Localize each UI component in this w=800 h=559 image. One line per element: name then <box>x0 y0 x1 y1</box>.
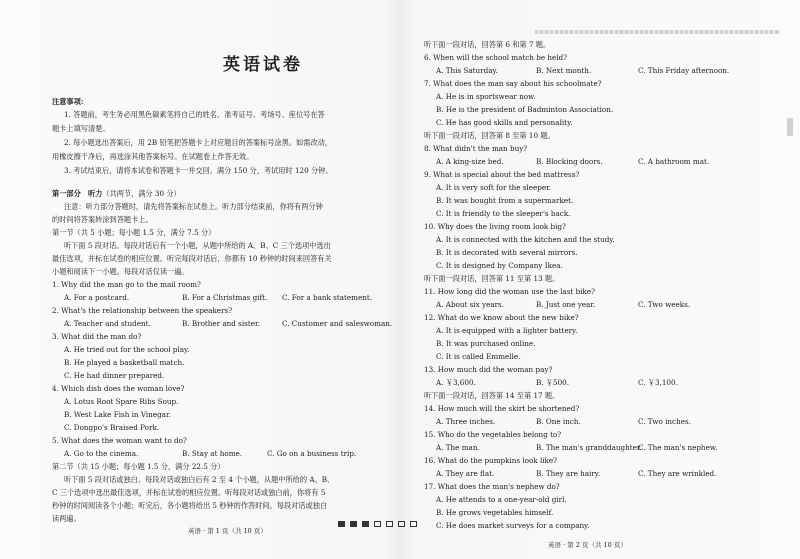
option-b: B. It is decorated with several mirrors. <box>436 248 578 257</box>
question-stem: 5. What does the woman want to do? <box>52 436 187 445</box>
option-a: A. Teacher and student. <box>64 319 151 328</box>
notice-line: 2. 每小题选出答案后，用 2B 铅笔把答题卡上对应题目的答案标号涂黑。如需改动， <box>64 138 332 147</box>
option-b: B. West Lake Fish in Vinegar. <box>64 410 171 419</box>
option-a: A. ￥3,600. <box>436 378 476 387</box>
option-a: A. It is very soft for the sleeper. <box>436 183 552 192</box>
option-c: C. They are wrinkled. <box>638 469 717 478</box>
option-c: C. Go on a business trip. <box>267 449 357 458</box>
option-b: B. Stay at home. <box>182 449 243 458</box>
option-a: A. He tried out for the school play. <box>64 345 190 354</box>
option-b: B. Blocking doors. <box>536 157 603 166</box>
option-a: A. He is in sportswear now. <box>436 92 536 101</box>
option-b: B. The man's granddaughter. <box>536 443 642 452</box>
page-footer-left: 英语 · 第 1 页（共 10 页） <box>188 527 267 535</box>
option-a: A. The man. <box>436 443 480 452</box>
option-b: B. For a Christmas gift. <box>182 293 268 302</box>
marker-square <box>362 521 369 527</box>
option-a: A. Lotus Root Spare Ribs Soup. <box>64 397 179 406</box>
question-stem: 13. How much did the woman pay? <box>424 365 553 374</box>
notice-line: 题卡上填写清楚。 <box>52 124 110 133</box>
section2-title: 第二节（共 15 小题；每小题 1.5 分，满分 22.5 分） <box>52 462 225 471</box>
question-stem: 11. How long did the woman use the last bike? <box>424 287 595 296</box>
notice-line: 1. 答题前，考生务必用黑色碳素笔将自己的姓名、准考证号、考场号、座位号在答 <box>64 110 325 119</box>
question-stem: 4. Which dish does the woman love? <box>52 384 185 393</box>
option-c: C. It is called Emmelle. <box>436 352 521 361</box>
section2-intro: 读两遍。 <box>52 514 81 523</box>
option-b: B. He played a basketball match. <box>64 358 185 367</box>
question-stem: 17. What does the man's nephew do? <box>424 482 560 491</box>
option-a: A. It is equipped with a lighter battery. <box>436 326 578 335</box>
option-c: C. Two inches. <box>638 417 691 426</box>
scan-strip <box>535 30 780 34</box>
option-a: A. For a postcard. <box>64 293 130 302</box>
option-a: A. He attends to a one-year-old girl. <box>436 495 567 504</box>
option-a: A. About six years. <box>436 300 505 309</box>
question-stem: 1. Why did the man go to the mail room? <box>52 280 201 289</box>
option-b: B. It was purchased online. <box>436 339 536 348</box>
question-stem: 9. What is special about the bed mattress? <box>424 170 580 179</box>
option-c: C. ￥3,100. <box>638 378 678 387</box>
page-marker-squares <box>338 521 417 527</box>
option-b: B. It was bought from a supermarket. <box>436 196 574 205</box>
option-c: C. He had dinner prepared. <box>64 371 165 380</box>
option-a: A. Three inches. <box>436 417 496 426</box>
option-c: C. He does market surveys for a company. <box>436 521 590 530</box>
option-a: A. This Saturday. <box>436 66 498 75</box>
page-title: 英语试卷 <box>223 55 303 75</box>
section2-intro: 秒钟的时间阅读各个小题；听完后，各小题将给出 5 秒钟的作答时间。每段对话或独白 <box>52 501 328 510</box>
part1-intro: 的时间将答案转涂到答题卡上。 <box>52 215 153 224</box>
option-c: C. He has good skills and personality. <box>436 118 573 127</box>
notice-line: 3. 考试结束后，请将本试卷和答题卡一并交回。满分 150 分，考试用时 120 分钟。 <box>64 166 333 175</box>
part1-intro: 注意：听力部分答题时，请先将答案标在试卷上。听力部分结束前，你将有两分钟 <box>64 202 323 211</box>
option-c: C. The man's nephew. <box>638 443 718 452</box>
section2-intro: 听下面 5 段对话或独白。每段对话或独白后有 2 至 4 个小题，从题中所给的 A、B、 <box>64 475 335 484</box>
question-stem: 16. What do the pumpkins look like? <box>424 456 558 465</box>
option-a: A. Go to the cinema. <box>64 449 139 458</box>
question-stem: 14. How much will the skirt be shortened? <box>424 404 580 413</box>
question-stem: 8. What didn't the man buy? <box>424 144 528 153</box>
option-a: A. A king-size bed. <box>436 157 504 166</box>
scroll-edge-mark <box>787 118 793 136</box>
option-b: B. He grows vegetables himself. <box>436 508 554 517</box>
notice-line: 用橡皮擦干净后，再选涂其他答案标号。在试题卷上作答无效。 <box>52 152 254 161</box>
marker-square <box>410 521 417 527</box>
option-b: B. One inch. <box>536 417 581 426</box>
question-stem: 12. What do we know about the new bike? <box>424 313 579 322</box>
section2-intro: C 三个选项中选出最佳选项，并标在试卷的相应位置。听每段对话或独白前，你将有 5 <box>52 488 326 497</box>
marker-square <box>350 521 357 527</box>
option-c: C. A bathroom mat. <box>638 157 710 166</box>
group-instruction: 听下面一段对话，回答第 8 至第 10 题。 <box>424 131 555 140</box>
option-b: B. Brother and sister. <box>182 319 260 328</box>
marker-square <box>386 521 393 527</box>
question-stem: 3. What did the man do? <box>52 332 142 341</box>
question-stem: 10. Why does the living room look big? <box>424 222 566 231</box>
page-footer-right: 英语 · 第 2 页（共 10 页） <box>548 541 627 549</box>
group-instruction: 听下面一段对话，回答第 6 和第 7 题。 <box>424 40 551 49</box>
option-b: B. He is the president of Badminton Association. <box>436 105 614 114</box>
question-stem: 15. Who do the vegetables belong to? <box>424 430 562 439</box>
option-b: B. Just one year. <box>536 300 596 309</box>
group-instruction: 听下面一段对话，回答第 11 至第 13 题。 <box>424 274 560 283</box>
option-c: C. For a bank statement. <box>282 293 373 302</box>
marker-square <box>338 521 345 527</box>
option-a: A. They are flat. <box>436 469 495 478</box>
marker-square <box>374 521 381 527</box>
notice-heading: 注意事项: <box>52 97 84 106</box>
part1-heading-rest: （共两节，满分 30 分） <box>102 189 181 198</box>
marker-square <box>398 521 405 527</box>
question-stem: 2. What's the relationship between the speakers? <box>52 306 233 315</box>
question-stem: 7. What does the man say about his schoolmate? <box>424 79 602 88</box>
section1-intro: 听下面 5 段对话。每段对话后有一个小题，从题中所给的 A、B、C 三个选项中选出 <box>64 241 331 250</box>
option-b: B. ￥500. <box>536 378 570 387</box>
section1-title: 第一节（共 5 小题；每小题 1.5 分，满分 7.5 分） <box>52 228 216 237</box>
option-c: C. It is designed by Company Ikea. <box>436 261 563 270</box>
section1-intro: 小题和阅读下一小题。每段对话仅读一遍。 <box>52 267 189 276</box>
option-c: C. Two weeks. <box>638 300 691 309</box>
option-b: B. Next month. <box>536 66 592 75</box>
question-stem: 6. When will the school match be held? <box>424 53 567 62</box>
part1-heading <box>52 189 181 198</box>
option-c: C. This Friday afternoon. <box>638 66 730 75</box>
section1-intro: 最佳选项，并标在试卷的相应位置。听完每段对话后，你都有 10 秒钟的时间来回答有关 <box>52 254 332 263</box>
option-a: A. It is connected with the kitchen and the study. <box>436 235 615 244</box>
part1-heading-bold: 第一部分 听力 <box>52 189 103 198</box>
option-c: C. Dongpo's Braised Pork. <box>64 423 160 432</box>
option-c: C. It is friendly to the sleeper's back. <box>436 209 571 218</box>
option-b: B. They are hairy. <box>536 469 601 478</box>
group-instruction: 听下面一段对话，回答第 14 至第 17 题。 <box>424 391 560 400</box>
option-c: C. Customer and saleswoman. <box>282 319 393 328</box>
